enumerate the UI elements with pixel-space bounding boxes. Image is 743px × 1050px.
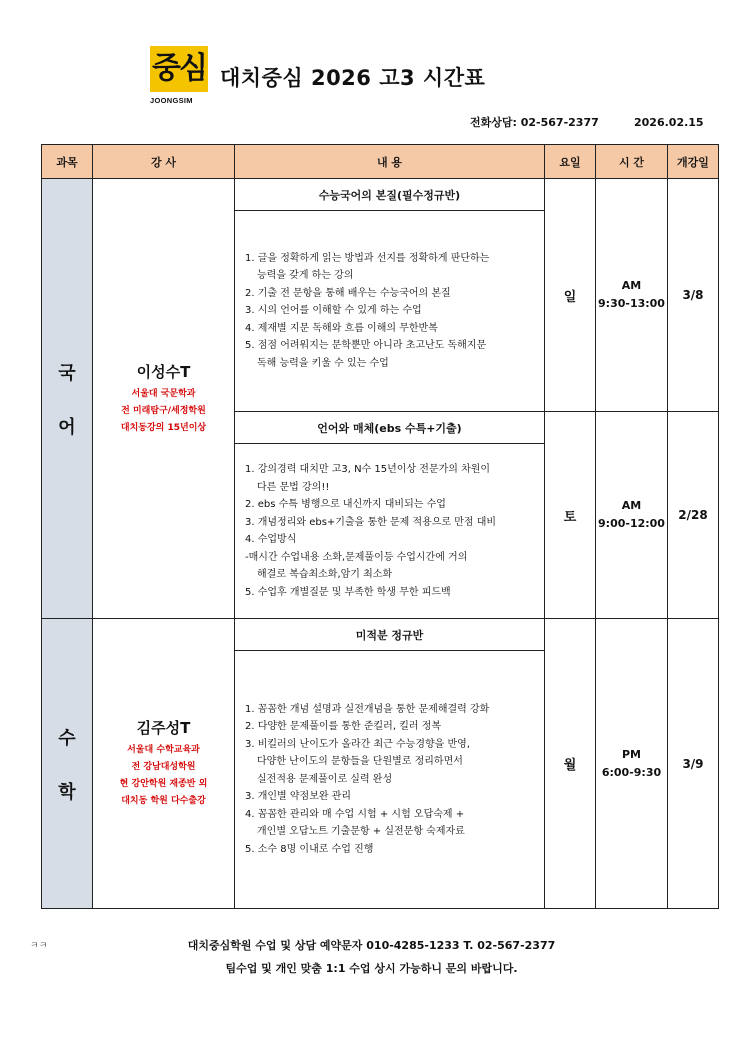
footer-info-line: 팀수업 및 개인 맞춤 1:1 수업 상시 가능하니 문의 바랍니다. <box>225 962 518 975</box>
description-line: 3. 비킬러의 난이도가 올라간 최근 수능경향을 반영, <box>245 738 470 750</box>
description-line: 5. 수업후 개별질문 및 부족한 학생 무한 피드백 <box>245 586 451 598</box>
schedule-table <box>41 144 719 909</box>
description-line: 실전적용 문제풀이로 실력 완성 <box>257 773 393 785</box>
teacher-credential: 서울대 수학교육과 <box>127 745 200 755</box>
description-line: 다른 문법 강의!! <box>257 481 330 493</box>
description-line: 해결로 복습최소화,암기 최소화 <box>257 569 393 580</box>
teacher-credential: 대치동강의 15년이상 <box>120 422 207 433</box>
logo <box>150 46 216 105</box>
margin-note: ㅋㅋ <box>30 941 48 951</box>
description-line: 3. 개념정리와 ebs+기출을 통한 문제 적용으로 만점 대비 <box>245 516 497 528</box>
teacher-credential: 전 미래탐구/세정학원 <box>121 405 206 416</box>
course-time <box>596 412 668 619</box>
teacher-credential: 전 강남대성학원 <box>131 762 196 772</box>
footer-contact-line: 대치중심학원 수업 및 상담 예약문자 010-4285-1233 T. 02-567-2377 <box>187 939 556 952</box>
course-day: 일 <box>545 179 596 412</box>
course-description <box>235 211 545 412</box>
subject-char: 수 <box>58 727 76 749</box>
subject-char: 국 <box>58 362 76 384</box>
teacher-name: 이성수T <box>136 362 191 381</box>
teacher-name: 김주성T <box>136 719 191 737</box>
description-line: 1. 글을 정확하게 읽는 방법과 선지를 정확하게 판단하는 <box>245 252 490 264</box>
description-line: 능력을 갖게 하는 강의 <box>257 270 354 282</box>
col-header-time: 시 간 <box>596 145 668 179</box>
subject-char: 어 <box>58 416 76 438</box>
course-title: 미적분 정규반 <box>235 619 545 651</box>
subject-char: 학 <box>58 781 76 803</box>
course-start-date: 2/28 <box>668 412 719 619</box>
time-ampm: PM <box>621 747 641 761</box>
description-line: 4. 꼼꼼한 관리와 매 수업 시험 + 시험 오답숙제 + <box>245 808 465 820</box>
col-header-subject: 과목 <box>42 145 93 179</box>
course-time <box>596 179 668 412</box>
description-line: 4. 수업방식 <box>245 534 297 545</box>
course-description <box>235 444 545 619</box>
table-row <box>42 179 719 211</box>
table-row <box>42 619 719 651</box>
course-start-date: 3/9 <box>668 619 719 909</box>
description-line: 4. 제재별 지문 독해와 흐름 이해의 무한반복 <box>245 322 438 334</box>
logo-text: JOONGSIM <box>150 96 193 105</box>
logo-mark <box>150 46 208 92</box>
time-range: 9:00-12:00 <box>598 517 665 530</box>
time-ampm: AM <box>621 279 642 292</box>
document-date: 2026.02.15 <box>634 116 704 129</box>
col-header-teacher: 강 사 <box>93 145 235 179</box>
col-header-content: 내 용 <box>235 145 545 179</box>
description-line: 독해 능력을 키울 수 있는 수업 <box>257 357 389 369</box>
description-line: 5. 점점 어려워지는 문학뿐만 아니라 초고난도 독해지문 <box>245 340 487 352</box>
course-time <box>596 619 668 909</box>
course-description <box>235 651 545 909</box>
description-line: 3. 개인별 약점보완 관리 <box>245 791 352 803</box>
description-line: -매시간 수업내용 소화,문제풀이등 수업시간에 거의 <box>245 551 468 563</box>
description-line: 다양한 난이도의 문항들을 단원별로 정리하면서 <box>257 756 463 768</box>
logo-glyph: 중심 <box>152 51 206 86</box>
course-title: 수능국어의 본질(필수정규반) <box>235 179 545 211</box>
col-header-day: 요일 <box>545 145 596 179</box>
description-line: 개인별 오답노트 기출문항 + 실전문항 숙제자료 <box>257 826 465 838</box>
contact-phone: 전화상담: 02-567-2377 <box>470 116 599 129</box>
description-line: 2. 다양한 문제풀이를 통한 준킬러, 킬러 정복 <box>245 721 442 733</box>
teacher-cell <box>93 619 235 909</box>
description-line: 1. 강의경력 대치만 고3, N수 15년이상 전문가의 차원이 <box>245 464 491 475</box>
description-line: 2. ebs 수특 병행으로 내신까지 대비되는 수업 <box>245 499 446 510</box>
course-title: 언어와 매체(ebs 수특+기출) <box>235 412 545 444</box>
teacher-credential: 현 강안학원 재종반 외 <box>119 779 208 789</box>
course-start-date: 3/8 <box>668 179 719 412</box>
description-line: 3. 시의 언어를 이해할 수 있게 하는 수업 <box>245 305 422 317</box>
table-header-row <box>42 145 719 179</box>
description-line: 5. 소수 8명 이내로 수업 진행 <box>245 843 374 855</box>
time-ampm: AM <box>621 499 642 512</box>
teacher-cell <box>93 179 235 619</box>
course-day: 토 <box>545 412 596 619</box>
description-line: 2. 기출 전 문항을 통해 배우는 수능국어의 본질 <box>245 287 451 299</box>
description-line: 1. 꼼꼼한 개념 설명과 실전개념을 통한 문제해결력 강화 <box>245 703 490 715</box>
teacher-credential: 대치동 학원 다수출강 <box>121 796 206 806</box>
subject-cell-korean <box>42 179 93 619</box>
course-day: 월 <box>545 619 596 909</box>
teacher-credential: 서울대 국문학과 <box>131 388 196 399</box>
time-range: 6:00-9:30 <box>601 765 662 779</box>
time-range: 9:30-13:00 <box>598 297 665 310</box>
col-header-start: 개강일 <box>668 145 719 179</box>
subject-cell-math <box>42 619 93 909</box>
page-title: 대치중심 2026 고3 시간표 <box>220 66 486 90</box>
